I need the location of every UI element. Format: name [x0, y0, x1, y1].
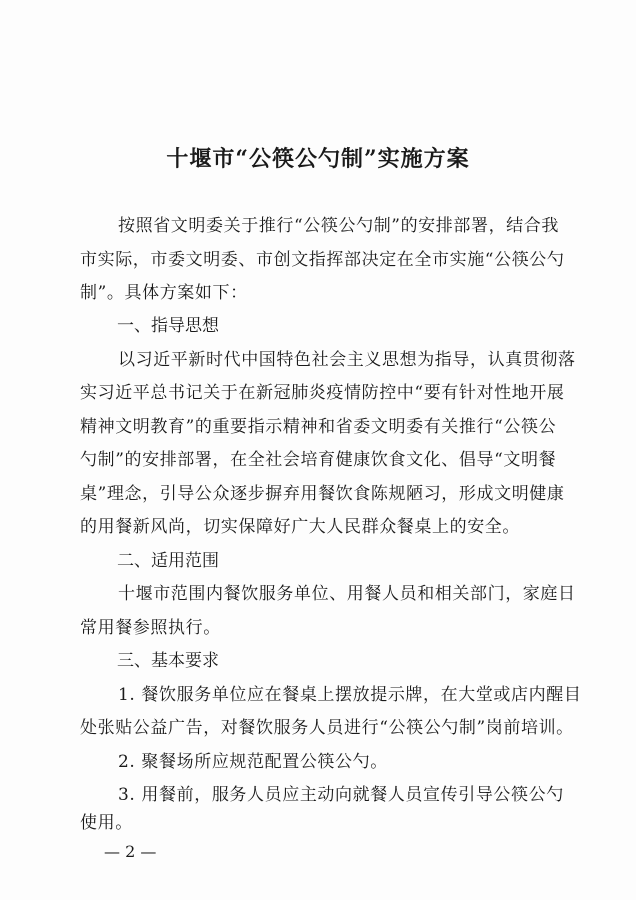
section-1-line-3: 精神文明教育”的重要指示精神和省委文明委有关推行“公筷公	[80, 417, 557, 437]
section-heading-requirements: 三、基本要求	[117, 651, 219, 671]
section-heading-scope: 二、适用范围	[117, 551, 219, 571]
section-heading-guiding-ideology: 一、指导思想	[117, 316, 219, 336]
section-1-line-5: 桌”理念，引导公众逐步摒弃用餐饮食陈规陋习，形成文明健康	[80, 484, 565, 504]
intro-line-2: 市实际，市委文明委、市创文指挥部决定在全市实施“公筷公勺	[80, 250, 565, 270]
intro-line-3: 制”。具体方案如下：	[80, 283, 248, 303]
page-number: — 2 —	[104, 842, 157, 861]
section-3-line-5: 使用。	[80, 813, 133, 833]
intro-line-1: 按照省文明委关于推行“公筷公勺制”的安排部署，结合我	[118, 216, 559, 236]
section-1-line-4: 勺制”的安排部署，在全社会培育健康饮食文化、倡导“文明餐	[80, 450, 557, 470]
section-1-line-1: 以习近平新时代中国特色社会主义思想为指导，认真贯彻落	[118, 350, 576, 370]
section-2-line-2: 常用餐参照执行。	[80, 618, 221, 638]
document-title: 十堰市“公筷公勺制”实施方案	[166, 146, 470, 172]
section-3-line-2: 处张贴公益广告，对餐饮服务人员进行“公筷公勺制”岗前培训。	[80, 718, 574, 738]
section-3-line-1: 1. 餐饮服务单位应在餐桌上摆放提示牌，在大堂或店内醒目	[118, 685, 582, 705]
section-3-line-4: 3. 用餐前，服务人员应主动向就餐人员宣传引导公筷公勺	[118, 785, 564, 805]
section-3-line-3: 2. 聚餐场所应规范配置公筷公勺。	[118, 752, 388, 772]
section-1-line-6: 的用餐新风尚，切实保障好广大人民群众餐桌上的安全。	[80, 517, 520, 537]
section-1-line-2: 实习近平总书记关于在新冠肺炎疫情防控中“要有针对性地开展	[80, 383, 565, 403]
section-2-line-1: 十堰市范围内餐饮服务单位、用餐人员和相关部门，家庭日	[118, 584, 576, 604]
